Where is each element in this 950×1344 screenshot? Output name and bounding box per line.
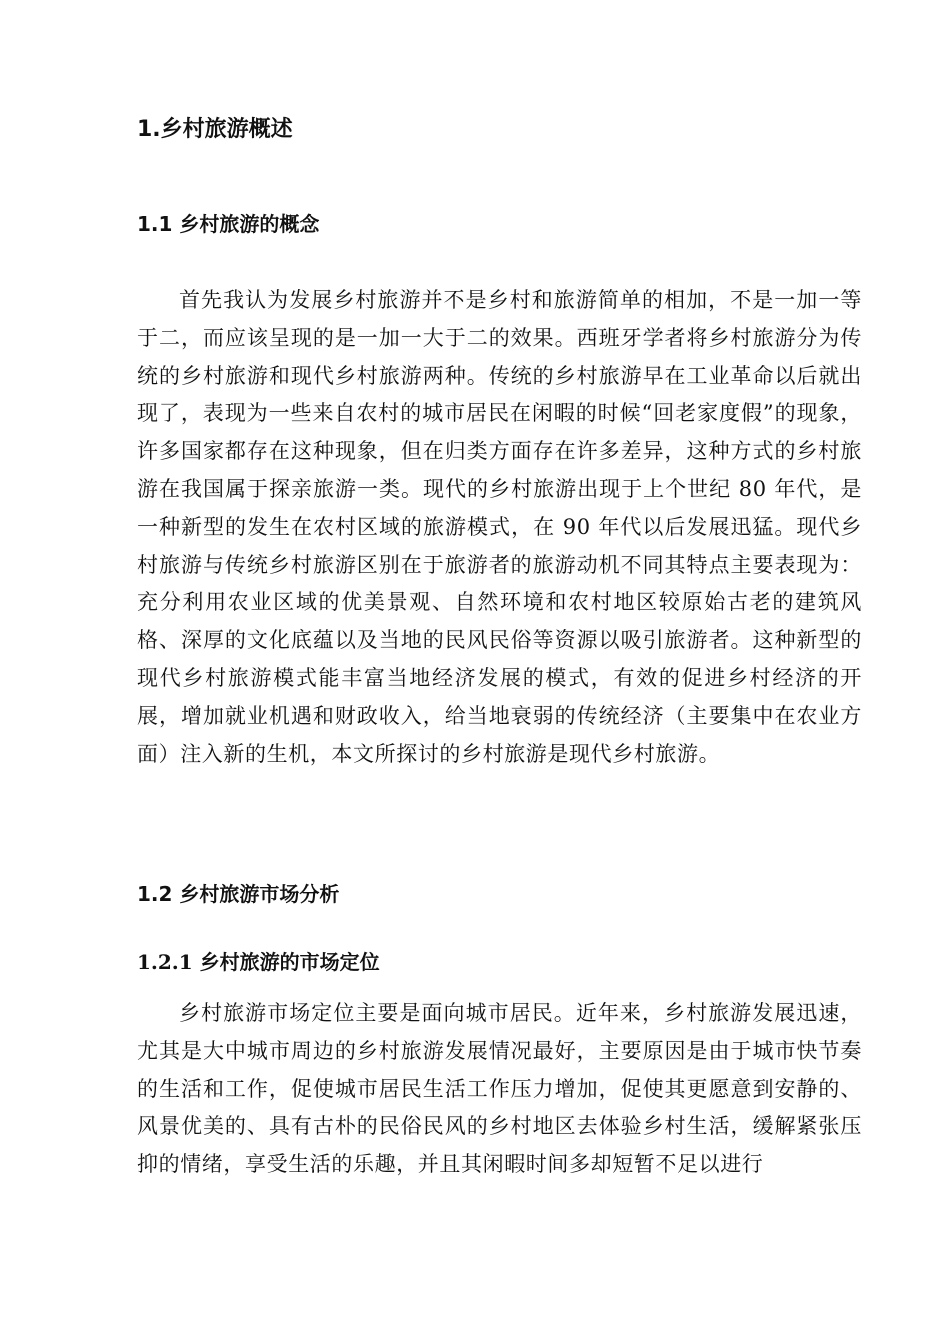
section-heading-1-2: 1.2 乡村旅游市场分析: [137, 882, 340, 906]
chapter-heading: 1.乡村旅游概述: [137, 117, 293, 142]
subsection-heading-1-2-1: 1.2.1 乡村旅游的市场定位: [137, 950, 380, 974]
subsection-1-2-1-paragraph: 乡村旅游市场定位主要是面向城市居民。近年来，乡村旅游发展迅速，尤其是大中城市周边的乡村旅游发展情况最好，主要原因是由于城市快节奏的生活和工作，促使城市居民生活工作压力增加，促使其更愿意到安静的、风景优美的、具有古朴的民俗民风的乡村地区去体验乡村生活，缓解紧张压抑的情绪，享受生活的乐趣，并且其闲暇时间多却短暂不足以进行: [137, 1001, 862, 1177]
section-1-1-paragraph: 首先我认为发展乡村旅游并不是乡村和旅游简单的相加，不是一加一等于二，而应该呈现的是一加一大于二的效果。西班牙学者将乡村旅游分为传统的乡村旅游和现代乡村旅游两种。传统的乡村旅游早在工业革命以后就出现了，表现为一些来自农村的城市居民在闲暇的时候“回老家度假”的现象，许多国家都存在这种现象，但在归类方面存在许多差异，这种方式的乡村旅游在我国属于探亲旅游一类。现代的乡村旅游出现于上个世纪 80 年代，是一种新型的发生在农村区域的旅游模式，在 90 年代以后发展迅猛。现代乡村旅游与传统乡村旅游区别在于旅游者的旅游动机不同其特点主要表现为：充分利用农业区域的优美景观、自然环境和农村地区较原始古老的建筑风格、深厚的文化底蕴以及当地的民风民俗等资源以吸引旅游者。这种新型的现代乡村旅游模式能丰富当地经济发展的模式，有效的促进乡村经济的开展，增加就业机遇和财政收入，给当地衰弱的传统经济（主要集中在农业方面）注入新的生机，本文所探讨的乡村旅游是现代乡村旅游。: [137, 288, 862, 766]
section-heading-1-1: 1.1 乡村旅游的概念: [137, 212, 320, 236]
